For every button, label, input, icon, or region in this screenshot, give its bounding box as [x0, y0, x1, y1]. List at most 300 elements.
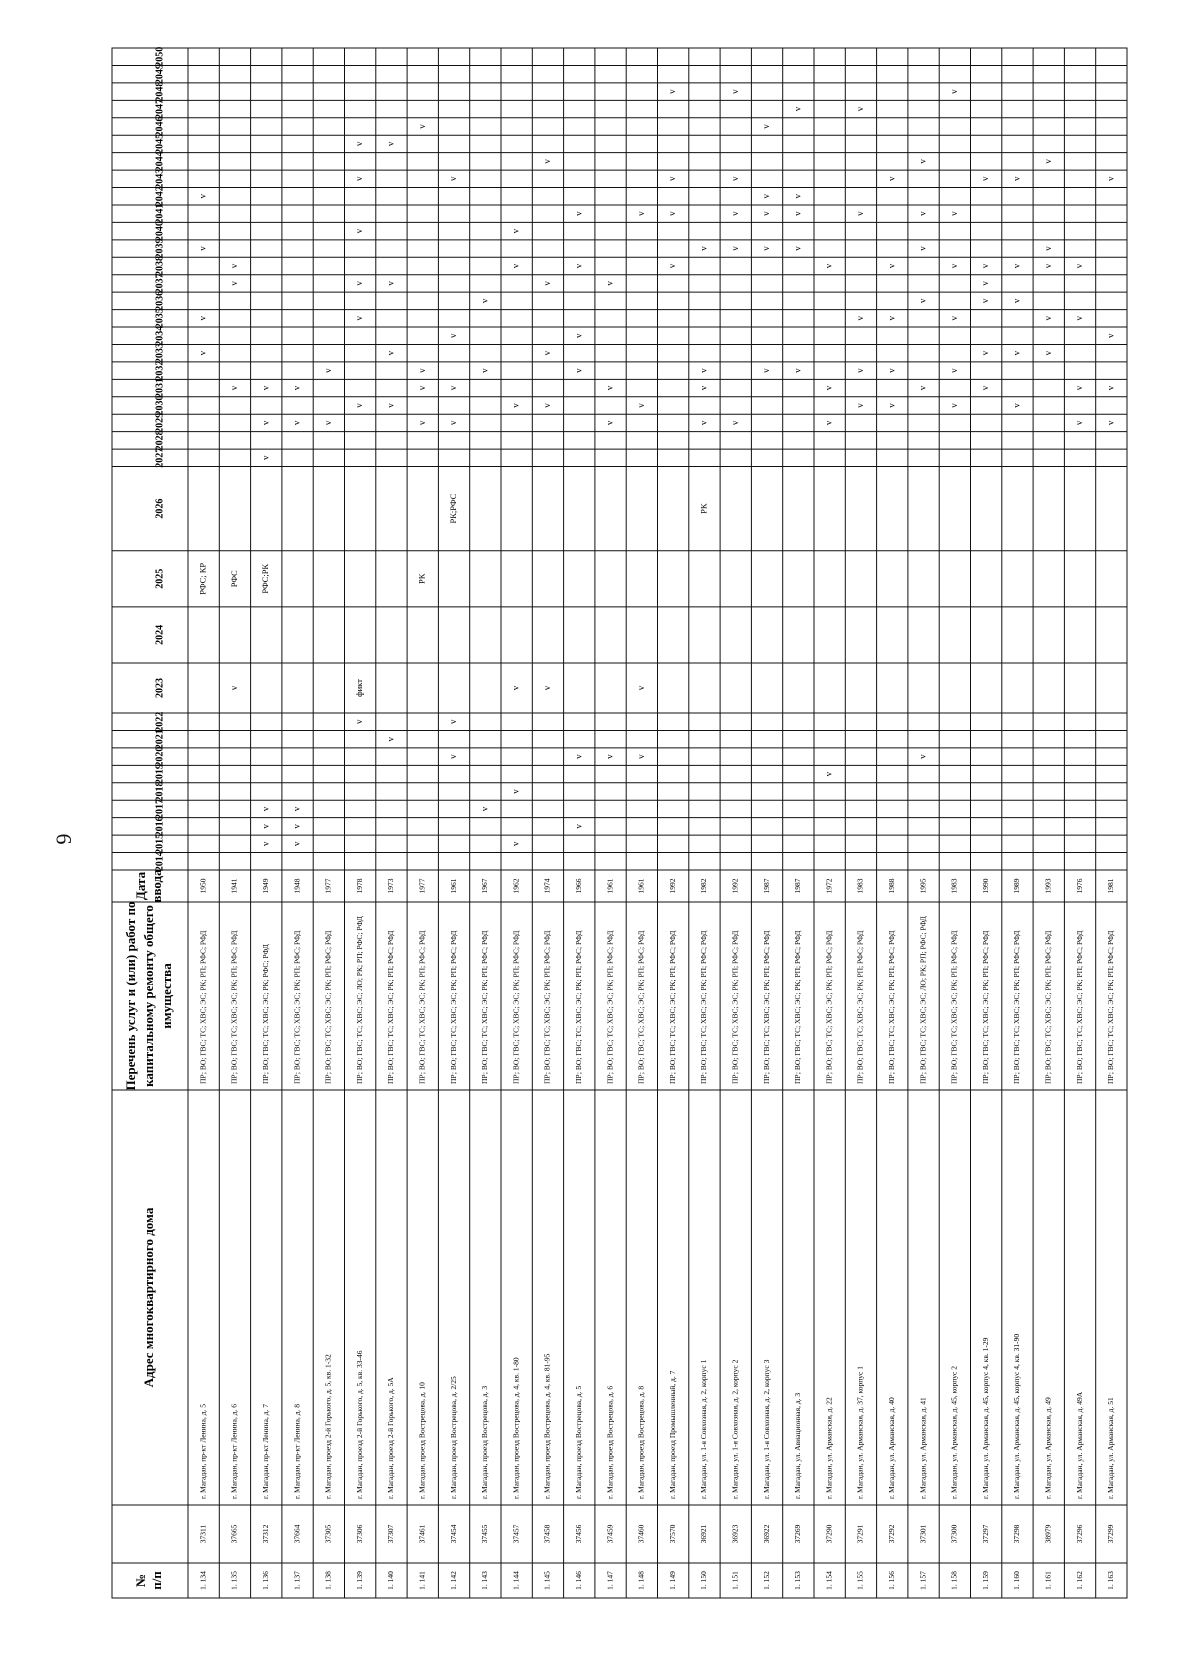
row-works: ПР; ВО; ГВС; ТС; ХВС; ЭС; РК; РП; РФС; РФД — [636, 930, 646, 1084]
row-mark-2046: v — [416, 124, 427, 129]
row-date: 1972 — [824, 878, 834, 894]
row-date: 1962 — [511, 878, 521, 894]
header-year-2046: 2046 — [154, 116, 166, 137]
row-mark-2040: v — [354, 228, 365, 234]
row-address: г. Магадан, ул. Арманская, д. 45, корпус 4, кв. 31-90 — [1012, 1333, 1022, 1499]
row-mark-2029: v — [416, 420, 427, 426]
row-address: г. Магадан, проезд Вострецова, д. 4, кв. 81-95 — [542, 1353, 552, 1499]
row-date: 1950 — [198, 878, 208, 894]
row-mark-2038: v — [510, 263, 521, 269]
row-mark-2033: v — [197, 350, 208, 356]
header-year-2041: 2041 — [154, 203, 166, 224]
row-works: ПР; ВО; ГВС; ТС; ХВС; ЭС; РК; РП; РФС; РФД — [386, 930, 396, 1084]
row-mark-2047: v — [855, 106, 866, 112]
row-number: 1. 162 — [1074, 1571, 1084, 1590]
row-mark-2038: v — [229, 263, 240, 269]
row-mark-2032: v — [761, 368, 772, 373]
row-mark-2032: v — [479, 368, 490, 373]
row-mark-2029: v — [698, 420, 709, 426]
header-year-2042: 2042 — [154, 186, 166, 207]
row-mark-2017: v — [479, 806, 490, 812]
row-address: г. Магадан, ул. Арманская, д. 40 — [886, 1397, 896, 1499]
row-house-id: 37664 — [292, 1524, 302, 1544]
row-mark-2037: v — [385, 281, 396, 286]
row-number: 1. 159 — [980, 1571, 990, 1590]
row-mark-2029: v — [322, 420, 333, 426]
row-mark-2034: v — [573, 333, 584, 338]
row-date: 1974 — [542, 878, 552, 894]
row-mark-2043: v — [1105, 176, 1116, 182]
row-number: 1. 152 — [761, 1571, 771, 1590]
row-mark-2032: v — [792, 368, 803, 373]
row-note-2026: РК — [698, 503, 709, 514]
row-mark-2029: v — [260, 420, 271, 426]
row-mark-2031: v — [823, 385, 834, 391]
row-date: 1981 — [1106, 878, 1116, 894]
row-mark-2036: v — [917, 298, 928, 304]
row-number: 1. 160 — [1012, 1571, 1022, 1590]
row-mark-2033: v — [542, 350, 553, 356]
row-mark-2043: v — [729, 176, 740, 182]
row-mark-2037: v — [354, 281, 365, 286]
row-mark-2029: v — [823, 420, 834, 426]
header-year-2018: 2018 — [154, 781, 166, 802]
row-mark-2030: v — [948, 403, 959, 408]
row-date: 1987 — [793, 878, 803, 894]
header-year-2027: 2027 — [154, 447, 166, 468]
header-year-2028: 2028 — [154, 430, 166, 451]
row-note-2025: РК — [416, 573, 427, 584]
row-mark-2031: v — [1074, 385, 1085, 391]
row-mark-2029: v — [448, 420, 459, 426]
row-address: г. Магадан, проезд Вострецова, д. 3 — [480, 1385, 490, 1499]
row-mark-2041: v — [729, 211, 740, 216]
row-mark-2015: v — [510, 841, 521, 847]
row-mark-2038: v — [886, 263, 897, 269]
row-mark-2034: v — [448, 333, 459, 338]
row-house-id: 38979 — [1043, 1524, 1053, 1544]
row-mark-2036: v — [479, 298, 490, 304]
header-year-2024: 2024 — [154, 624, 166, 645]
row-mark-2023: v — [229, 685, 240, 691]
row-house-id: 37458 — [542, 1524, 552, 1544]
header-year-2034: 2034 — [154, 325, 166, 346]
row-mark-2031: v — [698, 385, 709, 391]
row-mark-2032: v — [698, 368, 709, 373]
row-number: 1. 137 — [292, 1571, 302, 1590]
row-mark-2038: v — [823, 263, 834, 269]
header-year-2033: 2033 — [154, 343, 166, 364]
row-number: 1. 155 — [855, 1571, 865, 1590]
row-house-id: 37455 — [480, 1524, 490, 1544]
row-works: ПР; ВО; ГВС; ТС; ХВС; ЭС; ЛО; РК; РП; РФС; РФД — [918, 916, 928, 1084]
row-mark-2037: v — [980, 281, 991, 286]
row-mark-2016: v — [260, 824, 271, 829]
header-works: капитальному ремонту общего — [140, 905, 156, 1087]
row-house-id: 37456 — [573, 1524, 583, 1544]
row-mark-2019: v — [823, 771, 834, 777]
row-house-id: 37454 — [448, 1524, 458, 1544]
row-mark-2048: v — [948, 89, 959, 94]
row-mark-2035: v — [197, 316, 208, 321]
row-address: г. Магадан, ул. 1-я Совхозная, д. 2, корпус 2 — [730, 1359, 740, 1499]
row-works: ПР; ВО; ГВС; ТС; ХВС; ЭС; РК; РП; РФС; РФД — [793, 930, 803, 1084]
row-mark-2047: v — [792, 106, 803, 112]
row-mark-2035: v — [1074, 316, 1085, 321]
row-mark-2020: v — [573, 754, 584, 759]
row-note-2025: РФС; КР — [197, 562, 208, 595]
header-year-2043: 2043 — [154, 168, 166, 189]
header-year-2015: 2015 — [154, 833, 166, 854]
row-address: г. Магадан, ул. Авиационная, д. 3 — [793, 1392, 803, 1499]
row-house-id: 37306 — [354, 1524, 364, 1544]
row-number: 1. 158 — [949, 1571, 959, 1590]
row-number: 1. 153 — [793, 1571, 803, 1590]
row-works: ПР; ВО; ГВС; ТС; ХВС; ЭС; РК; РП; РФС; РФД — [198, 930, 208, 1084]
row-date: 1948 — [292, 878, 302, 894]
row-mark-2029: v — [291, 420, 302, 426]
header-year-2019: 2019 — [154, 764, 166, 785]
row-works: ПР; ВО; ГВС; ТС; ХВС; ЭС; РК; РП; РФС; РФД — [542, 930, 552, 1084]
row-mark-2038: v — [980, 263, 991, 269]
row-house-id: 36922 — [761, 1524, 771, 1544]
row-mark-2029: v — [1074, 420, 1085, 426]
row-house-id: 37312 — [260, 1524, 270, 1544]
row-date: 1983 — [949, 878, 959, 894]
row-mark-2030: v — [1011, 403, 1022, 408]
row-mark-2043: v — [980, 176, 991, 182]
row-number: 1. 145 — [542, 1571, 552, 1590]
header-works: Перечень услуг и (или) работ по — [122, 901, 138, 1091]
table-border — [112, 48, 1127, 1598]
row-house-id: 37269 — [793, 1524, 803, 1544]
header-year-2021: 2021 — [154, 729, 166, 750]
row-house-id: 37460 — [636, 1524, 646, 1544]
row-works: ПР; ВО; ГВС; ТС; ХВС; ЭС; РК; РП; РФС; РФД — [730, 930, 740, 1084]
row-works: ПР; ВО; ГВС; ТС; ХВС; ЭС; РК; РФС; РФД — [260, 944, 270, 1084]
row-date: 1988 — [886, 878, 896, 894]
row-note-2025: РФС — [228, 570, 239, 588]
row-mark-2027: v — [260, 455, 271, 461]
row-date: 1966 — [573, 878, 583, 894]
row-mark-2031: v — [980, 385, 991, 391]
row-mark-2030: v — [510, 403, 521, 408]
row-mark-2043: v — [354, 176, 365, 182]
row-number: 1. 142 — [448, 1571, 458, 1590]
row-address: г. Магадан, пр-кт Ленина, д. 7 — [260, 1403, 270, 1499]
row-address: г. Магадан, ул. Арманская, д. 51 — [1106, 1397, 1116, 1499]
row-works: ПР; ВО; ГВС; ТС; ХВС; ЭС; РК; РП; РФС; РФД — [573, 930, 583, 1084]
row-number: 1. 154 — [824, 1571, 834, 1590]
row-mark-2029: v — [729, 420, 740, 426]
row-date: 1993 — [1043, 878, 1053, 894]
row-mark-2041: v — [792, 211, 803, 216]
row-mark-2030: v — [855, 403, 866, 408]
row-date: 1949 — [260, 878, 270, 894]
row-mark-2032: v — [573, 368, 584, 373]
row-mark-2031: v — [260, 385, 271, 391]
row-mark-2044: v — [917, 159, 928, 164]
row-mark-2032: v — [855, 368, 866, 373]
row-mark-2037: v — [604, 281, 615, 286]
row-number: 1. 138 — [323, 1571, 333, 1590]
row-address: г. Магадан, ул. Арманская, д. 22 — [824, 1397, 834, 1499]
row-mark-2032: v — [416, 368, 427, 373]
row-mark-2030: v — [354, 403, 365, 408]
row-works: ПР; ВО; ГВС; ТС; ХВС; ЭС; РК; РП; РФС; РФД — [949, 930, 959, 1084]
row-mark-2048: v — [729, 89, 740, 94]
header-date-input: ввода — [148, 869, 164, 903]
row-mark-2038: v — [667, 263, 678, 269]
row-mark-2033: v — [1042, 350, 1053, 356]
row-house-id: 37570 — [667, 1524, 677, 1544]
header-works: имущества — [158, 963, 174, 1029]
row-number: 1. 135 — [229, 1571, 239, 1590]
row-mark-2022: v — [448, 719, 459, 725]
row-works: ПР; ВО; ГВС; ТС; ХВС; ЭС; РК; РП; РФС; РФД — [323, 930, 333, 1084]
row-mark-2032: v — [322, 368, 333, 373]
header-year-2050: 2050 — [154, 46, 166, 67]
row-date: 1977 — [323, 878, 333, 894]
row-mark-2039: v — [197, 246, 208, 251]
row-mark-2035: v — [948, 316, 959, 321]
row-mark-2043: v — [886, 176, 897, 182]
row-mark-2031: v — [448, 385, 459, 391]
row-mark-2042: v — [792, 193, 803, 199]
row-address: г. Магадан, ул. Арманская, д. 49А — [1074, 1391, 1084, 1499]
row-works: ПР; ВО; ГВС; ТС; ХВС; ЭС; РК; РП; РФС; РФД — [1043, 930, 1053, 1084]
header-year-2036: 2036 — [154, 290, 166, 311]
header-year-2025: 2025 — [154, 568, 166, 589]
row-number: 1. 163 — [1106, 1571, 1116, 1590]
row-date: 1992 — [667, 878, 677, 894]
row-number: 1. 147 — [605, 1571, 615, 1590]
row-date: 1977 — [417, 878, 427, 894]
header-year-2040: 2040 — [154, 221, 166, 242]
row-house-id: 37297 — [980, 1524, 990, 1544]
row-mark-2038: v — [1042, 263, 1053, 269]
row-mark-2044: v — [542, 159, 553, 164]
header-year-2045: 2045 — [154, 133, 166, 154]
row-number: 1. 157 — [918, 1571, 928, 1590]
row-mark-2032: v — [948, 368, 959, 373]
header-address: Адрес многоквартирного дома — [140, 1207, 156, 1388]
row-address: г. Магадан, ул. 1-я Совхозная, д. 2, корпус 3 — [761, 1359, 771, 1499]
row-works: ПР; ВО; ГВС; ТС; ХВС; ЭС; ЛО; РК; РП; РФС; РФД — [354, 916, 364, 1084]
row-number: 1. 146 — [573, 1571, 583, 1590]
row-works: ПР; ВО; ГВС; ТС; ХВС; ЭС; РК; РП; РФС; РФД — [511, 930, 521, 1084]
row-works: ПР; ВО; ГВС; ТС; ХВС; ЭС; РК; РП; РФС; РФД — [824, 930, 834, 1084]
row-works: ПР; ВО; ГВС; ТС; ХВС; ЭС; РК; РП; РФС; РФД — [229, 930, 239, 1084]
row-mark-2030: v — [635, 403, 646, 408]
row-house-id: 37461 — [417, 1524, 427, 1544]
row-house-id: 37301 — [918, 1524, 928, 1544]
row-works: ПР; ВО; ГВС; ТС; ХВС; ЭС; РК; РП; РФС; РФД — [667, 930, 677, 1084]
row-mark-2030: v — [886, 403, 897, 408]
row-number: 1. 144 — [511, 1571, 521, 1590]
row-address: г. Магадан, проезд 2-й Горького, д. 5, кв. 1-32 — [323, 1354, 333, 1499]
row-house-id: 37311 — [198, 1524, 208, 1544]
header-year-2031: 2031 — [154, 378, 166, 399]
header-year-2038: 2038 — [154, 255, 166, 276]
row-works: ПР; ВО; ГВС; ТС; ХВС; ЭС; РК; РП; РФС; РФД — [605, 930, 615, 1084]
row-mark-2037: v — [229, 281, 240, 286]
row-house-id: 37300 — [949, 1524, 959, 1544]
row-number: 1. 143 — [480, 1571, 490, 1590]
row-address: г. Магадан, проезд 2-й Горького, д. 5, кв. 33-46 — [354, 1350, 364, 1499]
row-mark-2035: v — [886, 316, 897, 321]
row-address: г. Магадан, проезд Вострецова, д. 10 — [417, 1382, 427, 1499]
row-date: 1973 — [386, 878, 396, 894]
row-mark-2020: v — [635, 754, 646, 759]
row-mark-2029: v — [604, 420, 615, 426]
row-mark-2029: v — [1105, 420, 1116, 426]
row-house-id: 37298 — [1012, 1524, 1022, 1544]
row-number: 1. 141 — [417, 1571, 427, 1590]
row-house-id: 37305 — [323, 1524, 333, 1544]
row-address: г. Магадан, пр-кт Ленина, д. 6 — [229, 1403, 239, 1499]
row-mark-2041: v — [761, 211, 772, 216]
row-number: 1. 136 — [260, 1571, 270, 1590]
row-mark-2033: v — [1011, 350, 1022, 356]
row-mark-2030: v — [542, 403, 553, 408]
header-year-2022: 2022 — [154, 711, 166, 732]
row-mark-2016: v — [573, 824, 584, 829]
row-house-id: 37299 — [1106, 1524, 1116, 1544]
row-mark-2045: v — [385, 141, 396, 147]
row-mark-2016: v — [291, 824, 302, 829]
row-number: 1. 134 — [198, 1571, 208, 1590]
row-mark-2033: v — [385, 350, 396, 356]
row-mark-2035: v — [855, 316, 866, 321]
row-works: ПР; ВО; ГВС; ТС; ХВС; ЭС; РК; РП; РФС; РФД — [292, 930, 302, 1084]
header-year-2048: 2048 — [154, 81, 166, 102]
row-mark-2017: v — [260, 806, 271, 812]
row-mark-2041: v — [948, 211, 959, 216]
row-address: г. Магадан, пр-кт Ленина, д. 5 — [198, 1403, 208, 1499]
header-year-2014: 2014 — [154, 851, 166, 872]
row-mark-2020: v — [604, 754, 615, 759]
row-mark-2039: v — [917, 246, 928, 251]
row-house-id: 37291 — [855, 1524, 865, 1544]
row-mark-2036: v — [1011, 298, 1022, 304]
row-mark-2031: v — [416, 385, 427, 391]
row-number: 1. 139 — [354, 1571, 364, 1590]
row-date: 1961 — [636, 878, 646, 894]
row-mark-2039: v — [698, 246, 709, 251]
row-address: г. Магадан, ул. Арманская, д. 45, корпус 4, кв. 1-29 — [980, 1337, 990, 1499]
row-mark-2023: v — [635, 685, 646, 691]
row-address: г. Магадан, ул. Арманская, д. 37, корпус 1 — [855, 1366, 865, 1499]
row-mark-2030: v — [385, 403, 396, 408]
row-date: 1982 — [699, 878, 709, 894]
row-mark-2023: v — [542, 685, 553, 691]
row-mark-2041: v — [917, 211, 928, 216]
header-date: Дата — [132, 871, 148, 901]
row-address: г. Магадан, проезд Вострецова, д. 5 — [573, 1385, 583, 1499]
row-mark-2038: v — [573, 263, 584, 269]
row-works: ПР; ВО; ГВС; ТС; ХВС; ЭС; РК; РП; РФС; РФД — [699, 930, 709, 1084]
row-house-id: 36921 — [699, 1524, 709, 1544]
row-mark-2031: v — [229, 385, 240, 391]
row-address: г. Магадан, проезд Вострецова, д. 4, кв. 1-80 — [511, 1357, 521, 1499]
row-mark-2040: v — [510, 228, 521, 234]
row-house-id: 37665 — [229, 1524, 239, 1544]
row-house-id: 36923 — [730, 1524, 740, 1544]
row-date: 1978 — [354, 878, 364, 894]
row-mark-2031: v — [604, 385, 615, 391]
row-mark-2038: v — [948, 263, 959, 269]
row-house-id: 37292 — [886, 1524, 896, 1544]
row-house-id: 37459 — [605, 1524, 615, 1544]
row-date: 1992 — [730, 878, 740, 894]
row-mark-2031: v — [917, 385, 928, 391]
row-works: ПР; ВО; ГВС; ТС; ХВС; ЭС; РК; РП; РФС; РФД — [1012, 930, 1022, 1084]
header-year-2023: 2023 — [154, 678, 166, 699]
row-house-id: 37457 — [511, 1524, 521, 1544]
row-mark-2041: v — [667, 211, 678, 216]
row-works: ПР; ВО; ГВС; ТС; ХВС; ЭС; РК; РП; РФС; РФД — [480, 930, 490, 1084]
row-date: 1961 — [605, 878, 615, 894]
page-number: 6 — [51, 833, 77, 845]
row-address: г. Магадан, проезд Промышленный, д. 7 — [667, 1370, 677, 1499]
header-year-2047: 2047 — [154, 99, 166, 120]
row-number: 1. 151 — [730, 1571, 740, 1590]
row-mark-2031: v — [1105, 385, 1116, 391]
row-mark-2039: v — [792, 246, 803, 251]
header-year-2032: 2032 — [154, 360, 166, 381]
row-mark-2035: v — [354, 316, 365, 321]
header-year-2029: 2029 — [154, 412, 166, 433]
header-year-2049: 2049 — [154, 64, 166, 85]
row-date: 1941 — [229, 878, 239, 894]
header-year-2035: 2035 — [154, 308, 166, 329]
row-mark-2032: v — [886, 368, 897, 373]
row-works: ПР; ВО; ГВС; ТС; ХВС; ЭС; РК; РП; РФС; РФД — [448, 930, 458, 1084]
row-mark-2038: v — [1074, 263, 1085, 269]
row-mark-2038: v — [1011, 263, 1022, 269]
row-house-id: 37290 — [824, 1524, 834, 1544]
row-mark-2043: v — [448, 176, 459, 182]
row-date: 1961 — [448, 878, 458, 894]
row-mark-2042: v — [197, 193, 208, 199]
row-mark-2041: v — [635, 211, 646, 216]
row-address: г. Магадан, проезд Вострецова, д. 2/25 — [448, 1376, 458, 1499]
row-mark-2044: v — [1042, 159, 1053, 164]
row-mark-2035: v — [1042, 316, 1053, 321]
row-address: г. Магадан, проезд Вострецова, д. 6 — [605, 1385, 615, 1499]
row-works: ПР; ВО; ГВС; ТС; ХВС; ЭС; РК; РП; РФС; РФД — [761, 930, 771, 1084]
row-address: г. Магадан, ул. Арманская, д. 45, корпус 2 — [949, 1366, 959, 1499]
row-date: 1983 — [855, 878, 865, 894]
row-mark-2034: v — [1105, 333, 1116, 338]
row-mark-2043: v — [1011, 176, 1022, 182]
row-mark-2042: v — [761, 193, 772, 199]
row-mark-2017: v — [291, 806, 302, 812]
row-date: 1990 — [980, 878, 990, 894]
row-note-2023: фикт — [354, 679, 365, 697]
row-number: 1. 150 — [699, 1571, 709, 1590]
row-address: г. Магадан, ул. Арманская, д. 49 — [1043, 1397, 1053, 1499]
header-year-2044: 2044 — [154, 151, 166, 172]
row-number: 1. 161 — [1043, 1571, 1053, 1590]
row-mark-2031: v — [291, 385, 302, 391]
row-date: 1987 — [761, 878, 771, 894]
row-mark-2048: v — [667, 89, 678, 94]
row-house-id: 37296 — [1074, 1524, 1084, 1544]
row-address: г. Магадан, ул. Арманская, д. 41 — [918, 1397, 928, 1499]
row-mark-2039: v — [1042, 246, 1053, 251]
